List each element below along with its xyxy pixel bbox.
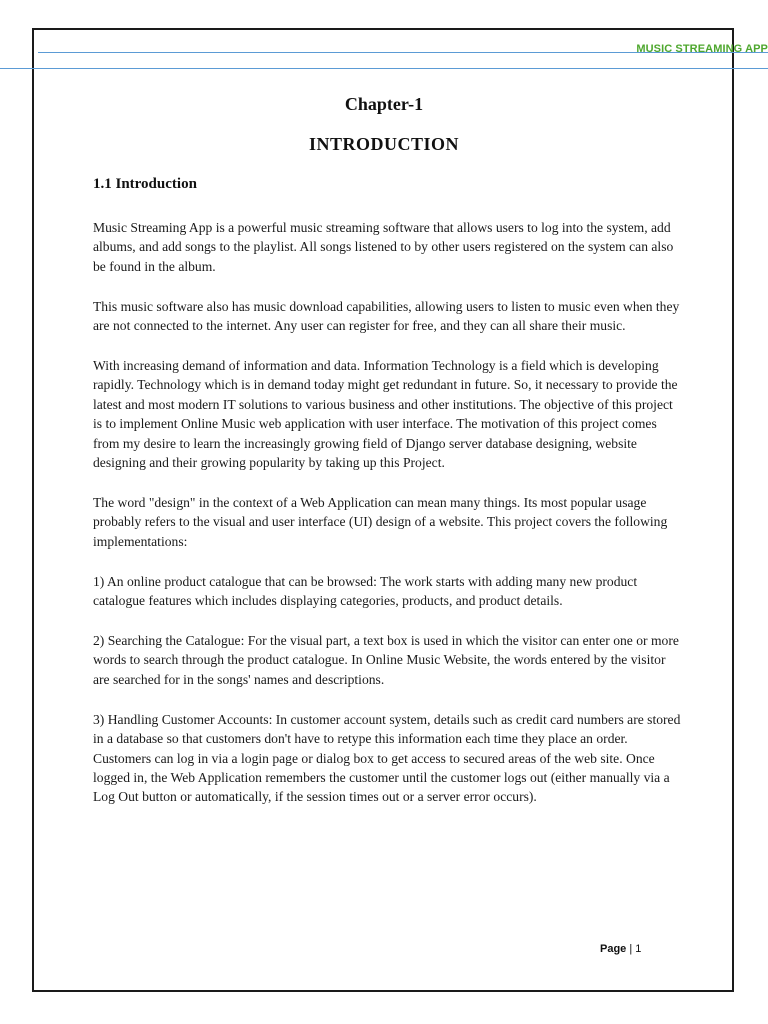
paragraph: The word "design" in the context of a Web Application can mean many things. Its most popular usage probably refers to the visual and user interface (UI) design of a website. This project covers the following implementations: — [93, 494, 668, 549]
page-footer — [600, 943, 700, 955]
paragraph: With increasing demand of information and data. Information Technology is a field which is developing rapidly. Technology which is in demand today might get redundant in future. So, it necessary to provide the latest and most modern IT solutions to various business and other institutions. The objective of this project is to implement Online Music web application with user interface. The motivation of this project comes from my desire to learn the increasingly growing field of Django server database designing, website designing and their growing popularity by taking up this Project. — [93, 358, 678, 471]
list-item-paragraph: 2) Searching the Catalogue: For the visual part, a text box is used in which the visitor can enter one or more words to search through the product catalogue. In Online Music Website, the words entered by the visitor are searched for in the songs' names and descriptions. — [93, 633, 679, 687]
body-text — [93, 218, 685, 827]
paragraph: Music Streaming App is a powerful music streaming software that allows users to log into the system, add albums, and add songs to the playlist. All songs listened to by other users registered on the system can also be found in the album. — [93, 220, 674, 274]
chapter-title: INTRODUCTION — [308, 134, 460, 154]
header-rule-extended — [0, 68, 768, 69]
page-separator: | — [629, 943, 633, 955]
list-item-paragraph: 1) An online product catalogue that can be browsed: The work starts with adding many new product catalogue features which includes displaying categories, products, and product details. — [93, 573, 638, 609]
page-label: Page — [600, 943, 627, 955]
list-item-paragraph: 3) Handling Customer Accounts: In customer account system, details such as credit card numbers are stored in a database so that customers don't have to retype this information each time they place an order. Customers can log in via a login page or dialog box to get access to secured areas of the web site. Once logged in, the Web Application remembers the customer until the customer logs out (either manually via a Log Out button or automatically, if the session times out or a server error occurs). — [93, 711, 681, 805]
section-heading: 1.1 Introduction — [93, 176, 197, 192]
paragraph: This music software also has music download capabilities, allowing users to listen to music even when they are not connected to the internet. Any user can register for free, and they can all share their music. — [93, 298, 680, 334]
running-header-title: MUSIC STREAMING APP — [636, 43, 768, 55]
chapter-label: Chapter-1 — [344, 94, 424, 114]
page-number: 1 — [635, 943, 642, 955]
